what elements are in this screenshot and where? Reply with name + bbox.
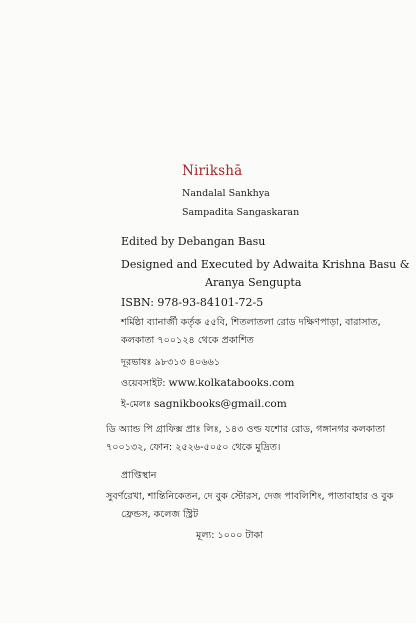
book-title: Nirikshā (182, 163, 243, 179)
price-line: মূল্য: ১০০০ টাকা (196, 530, 264, 541)
availability-outlets-continued: ফ্রেন্ডস, কলেজ স্ট্রিট (121, 509, 199, 520)
book-subtitle-author: Nandalal Sankhya (182, 188, 270, 199)
publisher-line: শর্মিষ্ঠা ব্যানার্জী কর্তৃক ৫৫বি, শিতলাতলা রোড দক্ষিণপাড়া, বারাসাত, (121, 317, 381, 328)
isbn-line: ISBN: 978-93-84101-72-5 (121, 296, 264, 309)
edited-by-credit: Edited by Debangan Basu (121, 235, 266, 248)
availability-heading: প্রাপ্তিস্থান (121, 470, 157, 481)
email-link[interactable]: sagnikbooks@gmail.com (154, 398, 287, 410)
availability-outlets: সুবর্ণরেখা, শান্তিনিকেতন, দে বুক স্টোরস, দেজ পাবলিশিং, পাতাবাহার ও বুক (106, 491, 394, 502)
designed-by-credit: Designed and Executed by Adwaita Krishna Basu & (121, 258, 410, 271)
designed-by-credit-continued: Aranya Sengupta (205, 276, 302, 289)
printer-line-continued: ৭০০১৩২, ফোন: ২৫২৬-৫০৫০ থেকে মুদ্রিত। (106, 442, 281, 453)
website-link[interactable]: www.kolkatabooks.com (168, 377, 295, 389)
email-label: ই-মেলঃ (121, 399, 154, 410)
publisher-phone: দূরভাষঃ ৯৮৩১৩ ৪০৬৬১ (121, 357, 221, 368)
publisher-line-continued: কলকাতা ৭০০১২৪ থেকে প্রকাশিত (121, 335, 254, 346)
book-subtitle-edition: Sampadita Sangaskaran (182, 207, 300, 218)
printer-line: ডি অ্যান্ড পি গ্রাফিক্স প্রাঃ লিঃ, ১৪৩ ওল্ড যশোর রোড, গঙ্গানগর কলকাতা (106, 424, 386, 435)
publisher-website (121, 377, 294, 392)
publisher-email (121, 398, 287, 413)
website-label: ওয়েবসাইট: (121, 378, 169, 389)
